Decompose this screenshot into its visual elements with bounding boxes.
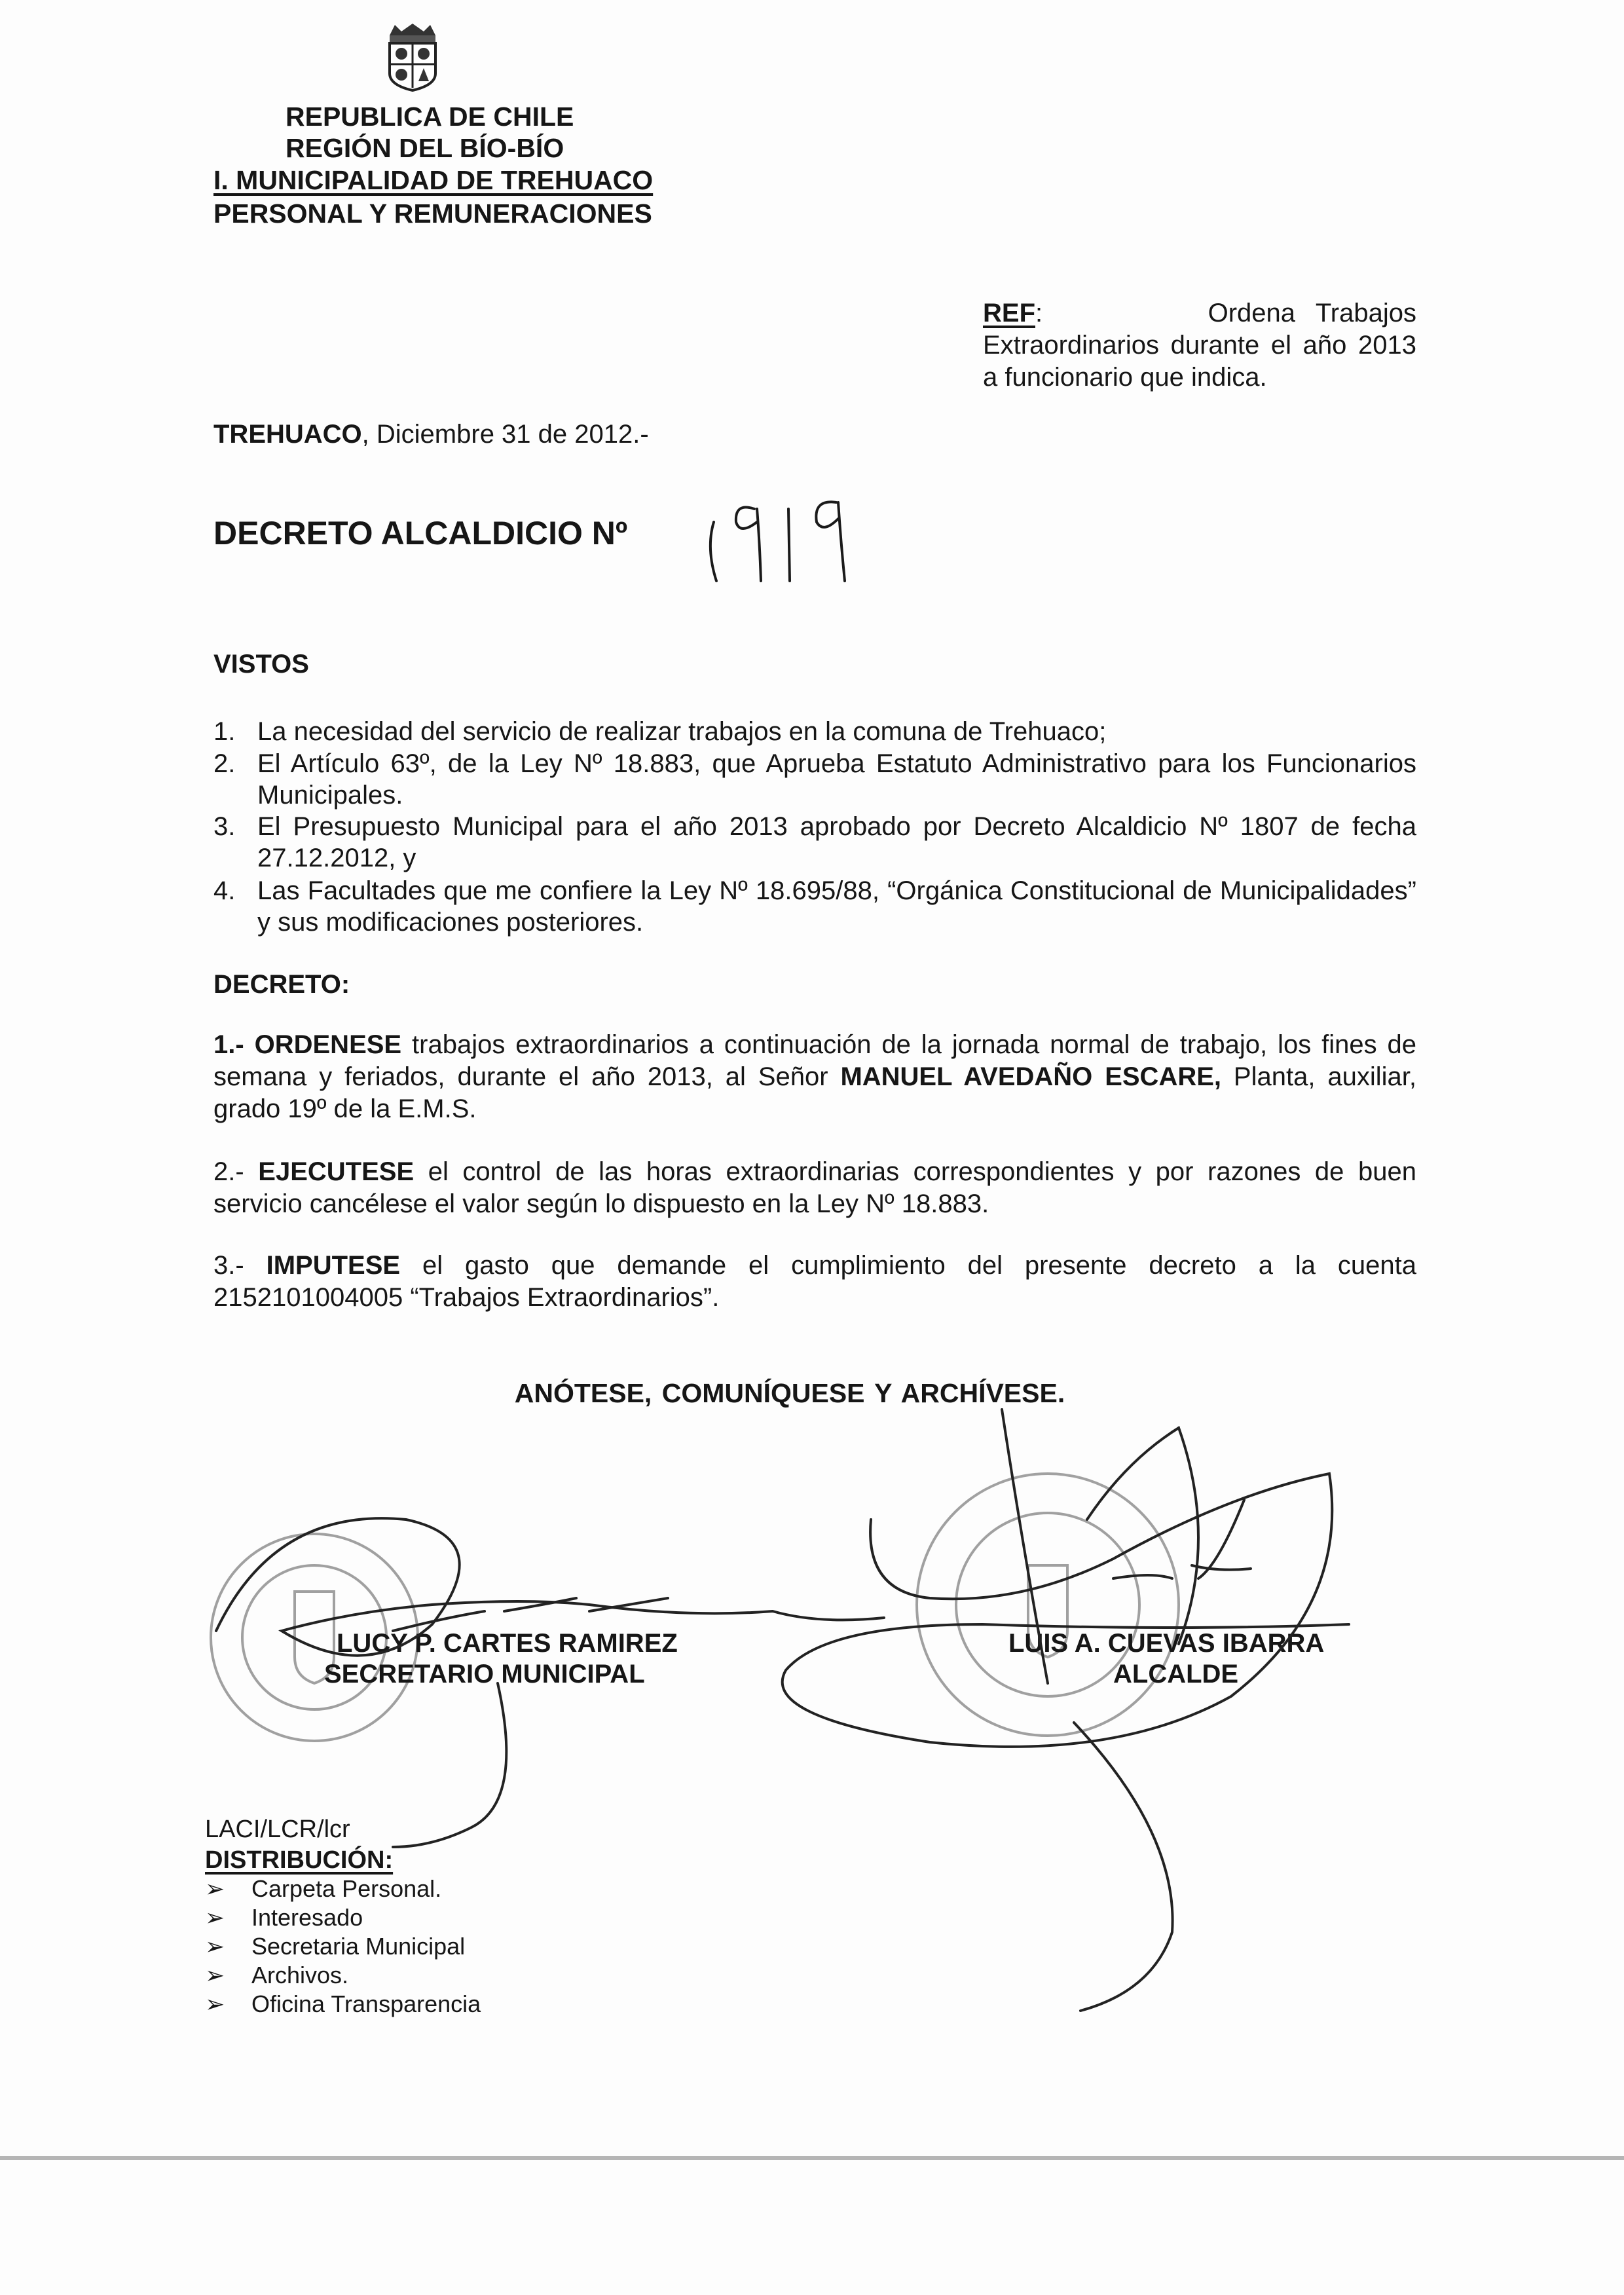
vistos-item: 4. Las Facultades que me confiere la Ley Nº 18.695/88, “Orgánica Constitucional de Municipalidades” y sus modificaciones posteriores. <box>213 876 1416 937</box>
scan-edge-line <box>0 2156 1624 2160</box>
secretary-role: SECRETARIO MUNICIPAL <box>324 1660 645 1689</box>
header-department: PERSONAL Y REMUNERACIONES <box>213 198 652 229</box>
date-line <box>213 419 649 451</box>
header-region: REGIÓN DEL BÍO-BÍO <box>286 133 564 163</box>
arrow-bullet-icon: ➢ <box>205 1933 225 1960</box>
vistos-item: 1. La necesidad del servicio de realizar trabajos en la comuna de Trehuaco; <box>213 717 1107 746</box>
header-municipality: I. MUNICIPALIDAD DE TREHUACO <box>213 165 654 195</box>
decree-title: DECRETO ALCALDICIO Nº <box>213 515 628 551</box>
arrow-bullet-icon: ➢ <box>205 1962 225 1988</box>
reference-block: REF: Ordena Trabajos Extraordinarios durante el año 2013 a funcionario que indica. <box>983 299 1416 392</box>
decree-article-1: 1.- ORDENESE trabajos extraordinarios a continuación de la jornada normal de trabajo, los fines de semana y feriados, durante el año 2013, al Señor MANUEL AVEDAÑO ESCARE, Planta, auxiliar, grado 19º de la E.M.S. <box>213 1030 1416 1123</box>
date-place: TREHUACO <box>213 420 362 449</box>
distribution-item: ➢ Interesado <box>205 1904 363 1931</box>
arrow-bullet-icon: ➢ <box>205 1875 225 1902</box>
decreto-heading: DECRETO: <box>213 970 350 999</box>
mayor-role: ALCALDE <box>1113 1660 1239 1689</box>
ref-label: REF <box>983 299 1035 327</box>
decree-article-3: 3.- IMPUTESE el gasto que demande el cumplimiento del presente decreto a la cuenta 2152101004005 “Trabajos Extraordinarios”. <box>213 1251 1417 1312</box>
secretary-name: LUCY P. CARTES RAMIREZ <box>337 1629 678 1658</box>
distribution-item: ➢ Archivos. <box>205 1962 349 1988</box>
initials: LACI/LCR/lcr <box>205 1816 350 1843</box>
closing-formula: ANÓTESE, COMUNÍQUESE Y ARCHÍVESE. <box>514 1378 1065 1408</box>
mayor-name: LUIS A. CUEVAS IBARRA <box>1008 1629 1325 1658</box>
distribution-item: ➢ Carpeta Personal. <box>205 1875 442 1902</box>
vistos-heading: VISTOS <box>213 650 309 679</box>
date-text: , Diciembre 31 de 2012.- <box>361 420 649 449</box>
handwritten-decree-number <box>702 483 866 588</box>
ref-text: Ordena Trabajos Extraordinarios durante el año 2013 a funcionario que indica. <box>983 299 1416 392</box>
header-republic: REPUBLICA DE CHILE <box>286 102 574 132</box>
distribution-item: ➢ Oficina Transparencia <box>205 1990 481 2017</box>
distribution-heading: DISTRIBUCIÓN: <box>205 1846 394 1874</box>
vistos-item: 2. El Artículo 63º, de la Ley Nº 18.883, que Aprueba Estatuto Administrativo para los Funcionarios Municipales. <box>213 749 1416 810</box>
coat-of-arms-icon <box>383 22 442 92</box>
decree-article-2: 2.- EJECUTESE el control de las horas extraordinarias correspondientes y por razones de buen servicio cancélese el valor según lo dispuesto en la Ley Nº 18.883. <box>213 1157 1416 1218</box>
arrow-bullet-icon: ➢ <box>205 1990 225 2017</box>
arrow-bullet-icon: ➢ <box>205 1904 225 1931</box>
vistos-item: 3. El Presupuesto Municipal para el año 2013 aprobado por Decreto Alcaldicio Nº 1807 de fecha 27.12.2012, y <box>213 812 1416 872</box>
distribution-item: ➢ Secretaria Municipal <box>205 1933 466 1960</box>
